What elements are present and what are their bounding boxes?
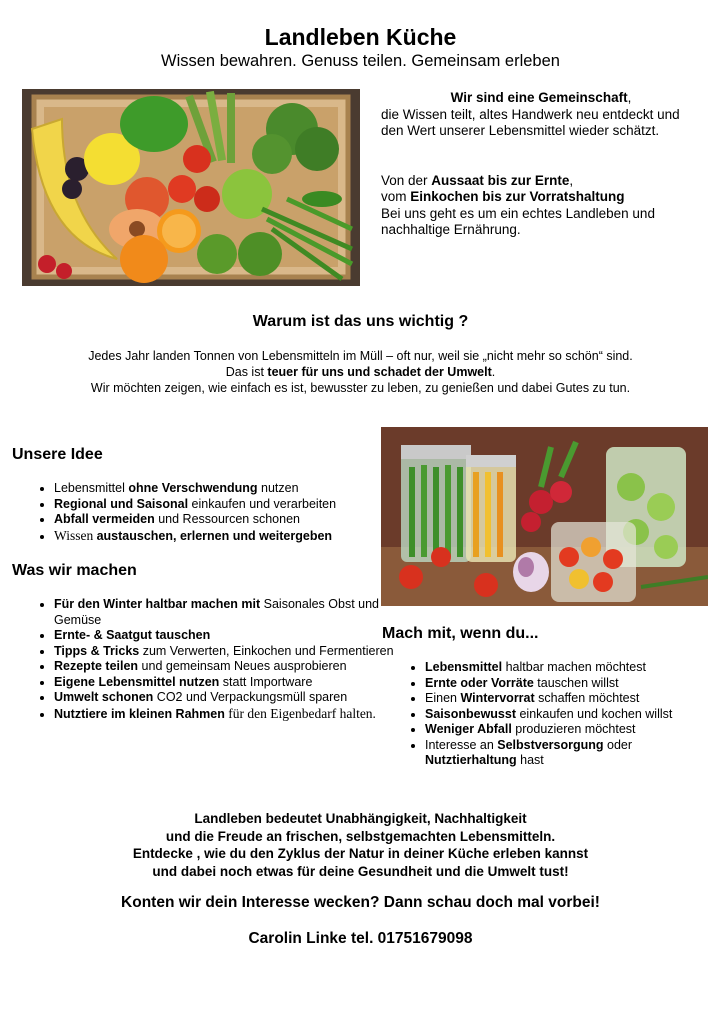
preserving-jars-photo xyxy=(381,427,708,606)
doing-list xyxy=(14,597,399,722)
closing-text: Landleben bedeutet Unabhängigkeit, Nachhaltigkeit und die Freude an frischen, selbstgemachten Lebensmitteln. Entdecke , wie du den Zyklus der Natur in deiner Küche erleben kannst und dabei noch etwas für deine Gesundheit und die Umwelt tust! xyxy=(132,811,589,879)
list-item: • Weniger Abfall produzieren möchtest xyxy=(425,722,721,738)
page-subtitle: Wissen bewahren. Genuss teilen. Gemeinsam erleben xyxy=(161,52,560,70)
contact-info: Carolin Linke tel. 01751679098 xyxy=(248,930,473,947)
list-item: • Saisonbewusst einkaufen und kochen willst xyxy=(425,707,721,723)
list-item: • Für den Winter haltbar machen mit Saisonales Obst und Gemüse xyxy=(54,597,399,628)
vegetable-crate-photo xyxy=(22,89,360,286)
intro-text: Wir sind eine Gemeinschaft, die Wissen teilt, altes Handwerk neu entdeckt und den Wert unserer Lebensmittel wieder schätzt. Von der Aussaat bis zur Ernte, vom Einkochen bis zur Vorratshaltung Bei uns geht es um ein echtes Landleben und nachhaltige Ernährung. xyxy=(381,90,701,239)
list-item: • Rezepte teilen und gemeinsam Neues ausprobieren xyxy=(54,659,399,675)
list-item: • Ernte- & Saatgut tauschen xyxy=(54,628,399,644)
page-title: Landleben Küche xyxy=(264,24,457,50)
intro-community-heading: Wir sind eine Gemeinschaft xyxy=(450,90,628,105)
idea-heading: Unsere Idee xyxy=(12,446,103,463)
doing-heading: Was wir machen xyxy=(12,562,137,579)
list-item: • Nutztiere im kleinen Rahmen für den Eigenbedarf halten. xyxy=(54,706,399,723)
list-item: • Umwelt schonen CO2 und Verpackungsmüll sparen xyxy=(54,690,399,706)
list-item: • Tipps & Tricks zum Verwerten, Einkochen und Fermentieren xyxy=(54,644,399,660)
join-list xyxy=(385,660,721,769)
list-item: • Lebensmittel haltbar machen möchtest xyxy=(425,660,721,676)
intro-landleben-text: Bei uns geht es um ein echtes Landleben und nachhaltige Ernährung. xyxy=(381,205,655,237)
call-to-action: Konten wir dein Interesse wecken? Dann schau doch mal vorbei! xyxy=(121,894,600,911)
why-heading: Warum ist das uns wichtig ? xyxy=(252,313,469,330)
intro-community-text: die Wissen teilt, altes Handwerk neu entdeckt und den Wert unserer Lebensmittel wieder schätzt. xyxy=(381,106,680,138)
join-heading: Mach mit, wenn du... xyxy=(382,625,539,642)
idea-list xyxy=(14,481,414,544)
list-item: • Ernte oder Vorräte tauschen willst xyxy=(425,676,721,692)
list-item: • Interesse an Selbstversorgung oder Nutztierhaltung hast xyxy=(425,738,721,769)
list-item: • Abfall vermeiden und Ressourcen schonen xyxy=(54,512,414,528)
list-item: • Einen Wintervorrat schaffen möchtest xyxy=(425,691,721,707)
list-item: • Wissen austauschen, erlernen und weitergeben xyxy=(54,528,414,545)
list-item: • Regional und Saisonal einkaufen und verarbeiten xyxy=(54,497,414,513)
why-text: Jedes Jahr landen Tonnen von Lebensmitteln im Müll – oft nur, weil sie „nicht mehr so schön“ sind. Das ist teuer für uns und schadet der Umwelt. Wir möchten zeigen, wie einfach es ist, bewusster zu leben, zu genießen und dabei Gutes zu tun. xyxy=(88,349,633,395)
list-item: • Lebensmittel ohne Verschwendung nutzen xyxy=(54,481,414,497)
list-item: • Eigene Lebensmittel nutzen statt Importware xyxy=(54,675,399,691)
